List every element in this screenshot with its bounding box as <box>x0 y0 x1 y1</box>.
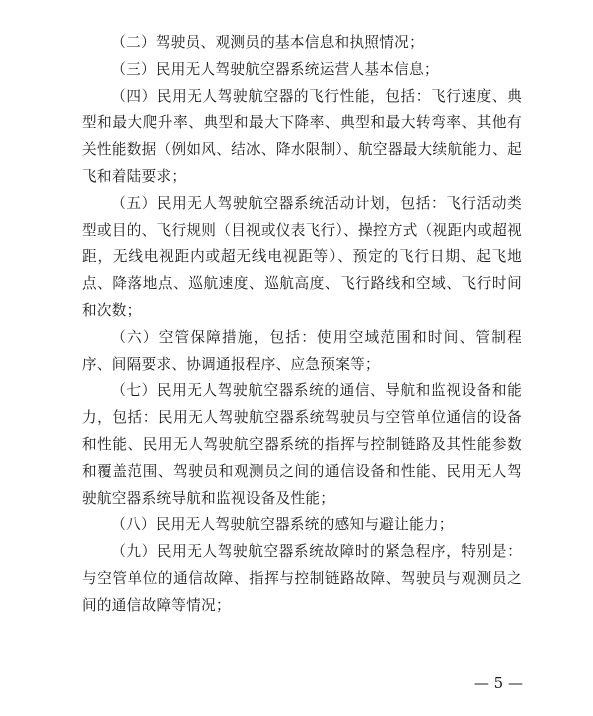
paragraph-item-3: （三）民用无人驾驶航空器系统运营人基本信息； <box>111 60 439 78</box>
page-number: — 5 — <box>473 674 523 692</box>
paragraph-item-5: （五）民用无人驾驶航空器系统活动计划，包括：飞行活动类型或目的、飞行规则（目视或仪表飞行）、操控方式（视距内或超视距，无线电视距内或超无线电视距等）、预定的飞行日期、起飞地点、降落地点、巡航速度、巡航高度、飞行路线和空域、飞行时间和次数； <box>82 194 522 319</box>
paragraph-item-4: （四）民用无人驾驶航空器的飞行性能，包括：飞行速度、典型和最大爬升率、典型和最大下降率、典型和最大转弯率、其他有关性能数据（例如风、结冰、降水限制）、航空器最大续航能力、起飞和着陆要求； <box>82 87 522 185</box>
paragraph-item-8: （八）民用无人驾驶航空器系统的感知与避让能力； <box>111 516 454 534</box>
paragraph-item-7: （七）民用无人驾驶航空器系统的通信、导航和监视设备和能力，包括：民用无人驾驶航空器系统驾驶员与空管单位通信的设备和性能、民用无人驾驶航空器系统的指挥与控制链路及其性能参数和覆盖范围、驾驶员和观测员之间的通信设备和性能、民用无人驾驶航空器系统导航和监视设备及性能； <box>82 382 522 507</box>
document-body <box>82 30 522 620</box>
paragraph-item-2: （二）驾驶员、观测员的基本信息和执照情况； <box>111 34 424 51</box>
paragraph-item-6: （六）空管保障措施，包括：使用空域范围和时间、管制程序、间隔要求、协调通报程序、应急预案等； <box>82 328 522 373</box>
paragraph-item-9: （九）民用无人驾驶航空器系统故障时的紧急程序，特别是：与空管单位的通信故障、指挥与控制链路故障、驾驶员与观测员之间的通信故障等情况； <box>82 543 522 614</box>
